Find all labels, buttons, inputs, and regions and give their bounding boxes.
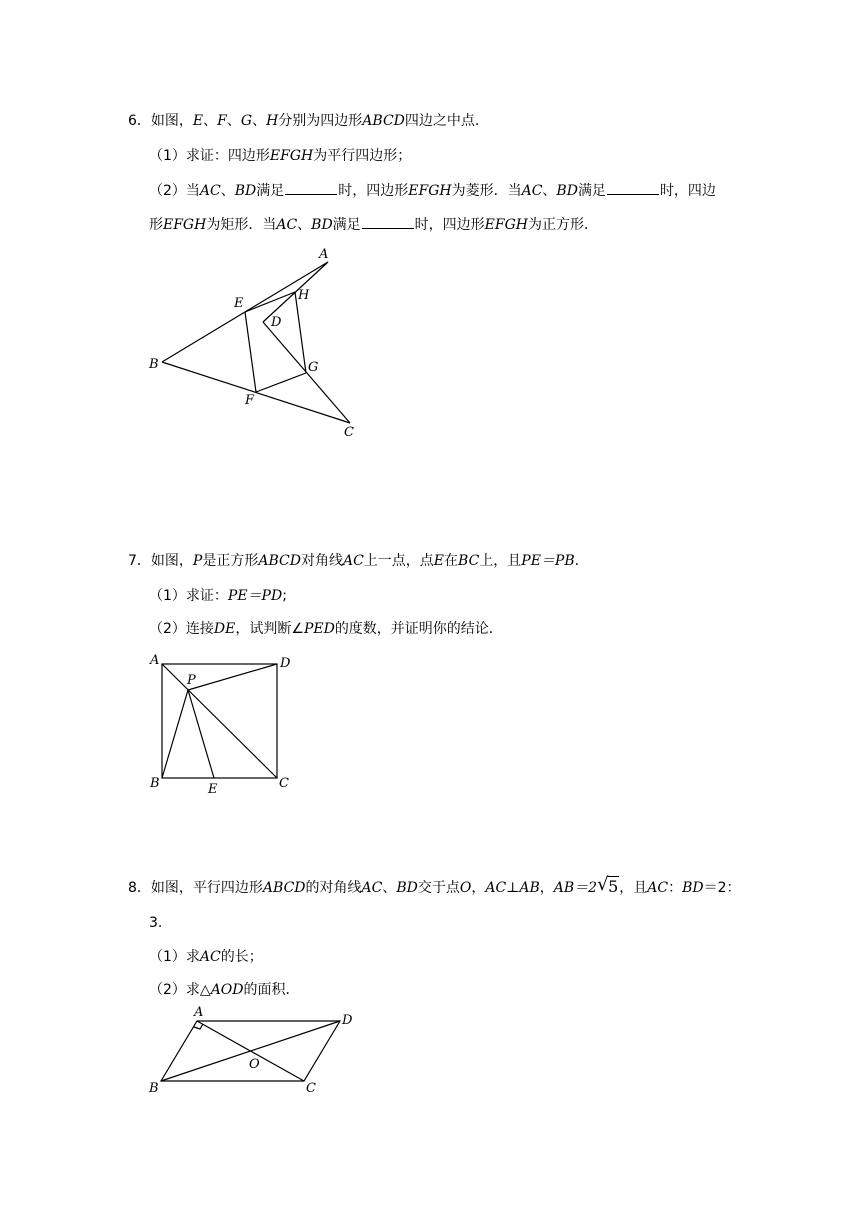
q6-label-B: B bbox=[149, 357, 159, 372]
q6-label-D: D bbox=[271, 315, 282, 330]
q8-label-A: A bbox=[194, 1005, 204, 1020]
q6-label-C: C bbox=[344, 425, 354, 440]
q7-label-A: A bbox=[150, 653, 160, 668]
q8-diagonal-BD bbox=[161, 1021, 340, 1081]
q7-label-P: P bbox=[187, 673, 196, 688]
q8-label-O: O bbox=[249, 1057, 260, 1072]
q6-part2: （2）当AC、BD满足 时，四边形EFGH为菱形．当AC、BD满足 时，四边 bbox=[149, 180, 716, 201]
q6-part1: （1）求证：四边形EFGH为平行四边形； bbox=[149, 148, 412, 164]
q7-number: 7． bbox=[128, 553, 151, 569]
q6-label-A: A bbox=[319, 247, 329, 262]
q6-part2-cont: 形EFGH为矩形．当AC、BD满足 时，四边形EFGH为正方形． bbox=[149, 214, 598, 235]
q6-label-E: E bbox=[234, 296, 244, 311]
q8-stem-cont: 3. bbox=[149, 915, 163, 931]
q8-label-B: B bbox=[149, 1081, 159, 1096]
q7-label-E: E bbox=[208, 782, 218, 797]
q8-label-C: C bbox=[306, 1081, 316, 1096]
q6-stem: 6．如图，E、F、G、H分别为四边形ABCD四边之中点. bbox=[128, 113, 480, 129]
q7-part2: （2）连接DE，试判断∠PED的度数，并证明你的结论． bbox=[149, 621, 503, 637]
sqrt-symbol: √ 5 bbox=[597, 874, 619, 896]
q6-label-G: G bbox=[308, 360, 319, 375]
q6-label-F: F bbox=[245, 393, 255, 408]
q7-label-B: B bbox=[150, 776, 160, 791]
q7-stem: 7．如图，P是正方形ABCD对角线AC上一点，点E在BC上，且PE＝PB. bbox=[128, 553, 580, 569]
q6-label-H: H bbox=[298, 288, 310, 303]
q7-label-D: D bbox=[280, 656, 291, 671]
q8-part2: （2）求△AOD的面积． bbox=[149, 982, 300, 998]
q8-number: 8． bbox=[128, 880, 151, 896]
q7-part1: （1）求证：PE＝PD; bbox=[149, 588, 287, 604]
q7-label-C: C bbox=[279, 776, 289, 791]
q8-stem: 8．如图，平行四边形ABCD的对角线AC、BD交于点O，AC⊥AB，AB＝2 √ 5，且AC：BD＝2： bbox=[128, 874, 741, 896]
q8-part1: （1）求AC的长； bbox=[149, 949, 263, 965]
q6-number: 6． bbox=[128, 113, 151, 129]
q8-label-D: D bbox=[342, 1013, 353, 1028]
